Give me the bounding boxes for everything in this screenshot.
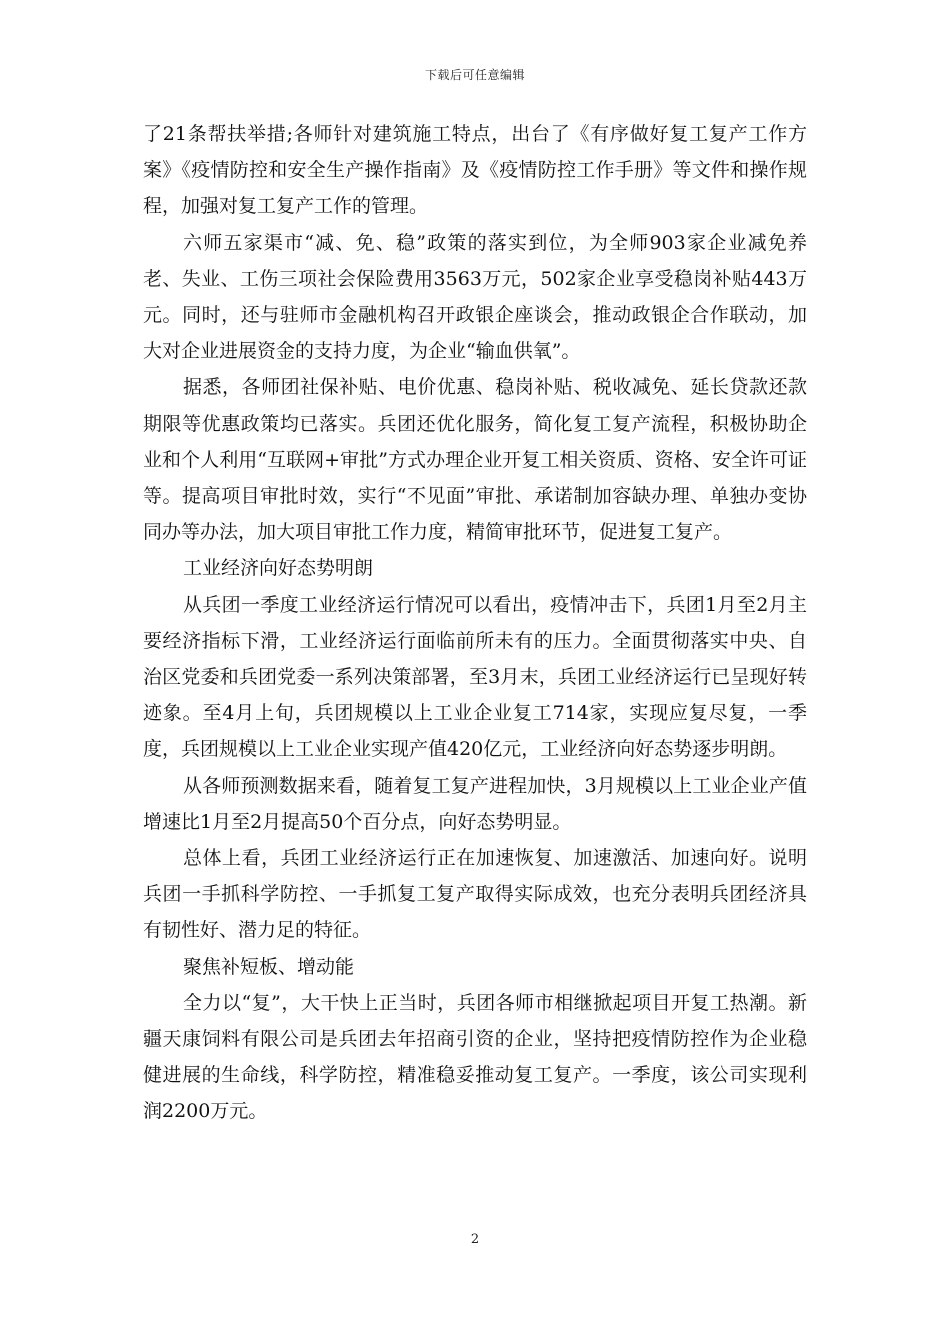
page-header: 下载后可任意编辑 xyxy=(424,68,525,82)
paragraph: 从各师预测数据来看，随着复工复产进程加快，3月规模以上工业企业产值增速比1月至2月提高50个百分点，向好态势明显。 xyxy=(143,774,807,833)
paragraph: 六师五家渠市“减、免、稳”政策的落实到位，为全师903家企业减免养老、失业、工伤三项社会保险费用3563万元，502家企业享受稳岗补贴443万元。同时，还与驻师市金融机构召开政银企座谈会，推动政银企合作联动，加大对企业进展资金的支持力度，为企业“输血供氧”。 xyxy=(143,231,807,363)
paragraph: 全力以“复”，大干快上正当时，兵团各师市相继掀起项目开复工热潮。新疆天康饲料有限公司是兵团去年招商引资的企业，坚持把疫情防控作为企业稳健进展的生命线，科学防控，精准稳妥推动复工复产。一季度，该公司实现利润2200万元。 xyxy=(143,991,807,1123)
paragraph: 了21条帮扶举措;各师针对建筑施工特点，出台了《有序做好复工复产工作方案》《疫情防控和安全生产操作指南》及《疫情防控工作手册》等文件和操作规程，加强对复工复产工作的管理。 xyxy=(143,123,807,218)
paragraph: 据悉，各师团社保补贴、电价优惠、稳岗补贴、税收减免、延长贷款还款期限等优惠政策均已落实。兵团还优化服务，简化复工复产流程，积极协助企业和个人利用“互联网+审批”方式办理企业开复工相关资质、资格、安全许可证等。提高项目审批时效，实行“不见面”审批、承诺制加容缺办理、单独办变协同办等办法，加大项目审批工作力度，精简审批环节，促进复工复产。 xyxy=(143,376,807,544)
paragraph: 从兵团一季度工业经济运行情况可以看出，疫情冲击下，兵团1月至2月主要经济指标下滑，工业经济运行面临前所未有的压力。全面贯彻落实中央、自治区党委和兵团党委一系列决策部署，至3月末，兵团工业经济运行已呈现好转迹象。至4月上旬，兵团规模以上工业企业复工714家，实现应复尽复，一季度，兵团规模以上工业企业实现产值420亿元，工业经济向好态势逐步明朗。 xyxy=(143,593,807,761)
paragraph: 总体上看，兵团工业经济运行正在加速恢复、加速激活、加速向好。说明兵团一手抓科学防控、一手抓复工复产取得实际成效，也充分表明兵团经济具有韧性好、潜力足的特征。 xyxy=(143,847,807,942)
page-number: 2 xyxy=(470,1232,480,1247)
section-heading: 聚焦补短板、增动能 xyxy=(183,955,355,978)
section-heading: 工业经济向好态势明朗 xyxy=(183,557,374,580)
document-body xyxy=(143,116,807,1130)
